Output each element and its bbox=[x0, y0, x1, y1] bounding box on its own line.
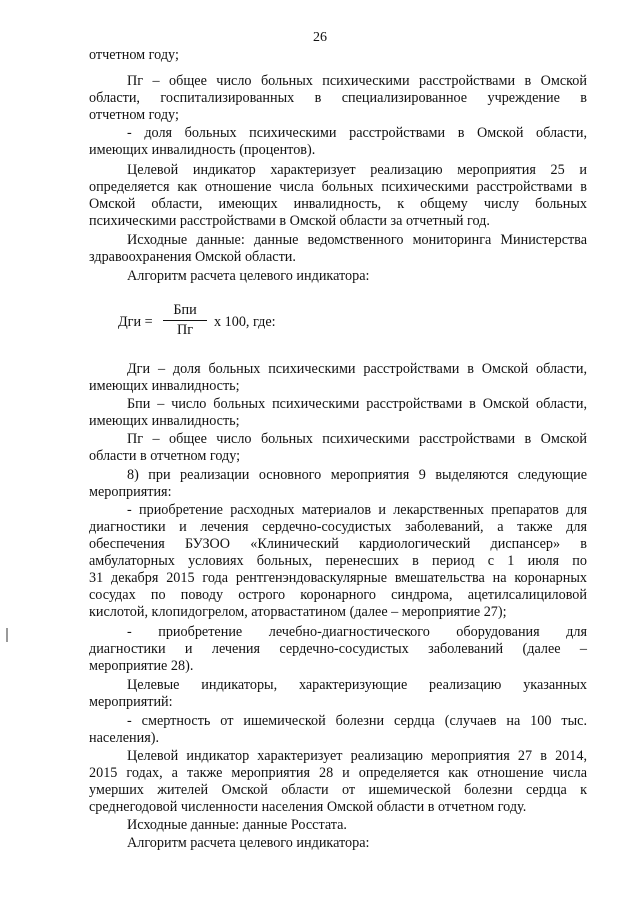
formula-numerator: Бпи bbox=[173, 302, 197, 318]
text-line: - смертность от ишемической болезни сердца (случаев на 100 тыс. bbox=[127, 713, 587, 729]
text-line: - приобретение лечебно-диагностического оборудования для bbox=[127, 624, 587, 640]
text-line: здравоохранения Омской области. bbox=[89, 249, 296, 265]
text-line: мероприятия: bbox=[89, 484, 172, 500]
formula-rhs: x 100, где: bbox=[214, 314, 276, 330]
text-line: мероприятий: bbox=[89, 694, 173, 710]
margin-mark bbox=[6, 628, 8, 642]
text-line: Целевой индикатор характеризует реализацию мероприятия 25 и bbox=[127, 162, 587, 178]
text-line: 31 декабря 2015 года рентгенэндоваскулярные вмешательства на коронарных bbox=[89, 570, 587, 586]
formula-fraction bbox=[163, 302, 207, 339]
page-number: 26 bbox=[313, 30, 327, 45]
text-line: среднегодовой численности населения Омской области в отчетном году. bbox=[89, 799, 527, 815]
fraction-bar bbox=[163, 320, 207, 321]
text-line: имеющих инвалидность; bbox=[89, 378, 240, 394]
formula-denominator: Пг bbox=[176, 322, 194, 338]
text-line: Исходные данные: данные ведомственного мониторинга Министерства bbox=[127, 232, 587, 248]
text-line: - приобретение расходных материалов и лекарственных препаратов для bbox=[127, 502, 587, 518]
text-line: Дги – доля больных психическими расстройствами в Омской области, bbox=[127, 361, 587, 377]
text-line: 8) при реализации основного мероприятия 9 выделяются следующие bbox=[127, 467, 587, 483]
text-line: имеющих инвалидность; bbox=[89, 413, 240, 429]
text-line: области, госпитализированных в специализированное учреждение в bbox=[89, 90, 587, 106]
text-line: умерших жителей Омской области от ишемической болезни сердца к bbox=[89, 782, 587, 798]
text-line: обеспечения БУЗОО «Клинический кардиологический диспансер» в bbox=[89, 536, 587, 552]
text-line: - доля больных психическими расстройствами в Омской области, bbox=[127, 125, 587, 141]
text-line: Омской области, имеющих инвалидность, к общему числу больных bbox=[89, 196, 587, 212]
text-line: 2015 годах, а также мероприятия 28 и определяется как отношение числа bbox=[89, 765, 587, 781]
text-line: Алгоритм расчета целевого индикатора: bbox=[127, 835, 370, 851]
text-line: диагностики и лечения сердечно-сосудистых заболеваний (далее – bbox=[89, 641, 587, 657]
text-line: Алгоритм расчета целевого индикатора: bbox=[127, 268, 370, 284]
text-line: имеющих инвалидность (процентов). bbox=[89, 142, 316, 158]
text-line: Исходные данные: данные Росстата. bbox=[127, 817, 347, 833]
text-line: амбулаторных условиях больных, перенесших в период с 1 июля по bbox=[89, 553, 587, 569]
text-line: сосудах по поводу острого коронарного синдрома, ацетилсалициловой bbox=[89, 587, 587, 603]
text-line: мероприятие 28). bbox=[89, 658, 194, 674]
text-line: определяется как отношение числа больных психическими расстройствами в bbox=[89, 179, 587, 195]
text-line: Пг – общее число больных психическими расстройствами в Омской bbox=[127, 73, 587, 89]
text-line: Целевые индикаторы, характеризующие реализацию указанных bbox=[127, 677, 587, 693]
text-line: Пг – общее число больных психическими расстройствами в Омской bbox=[127, 431, 587, 447]
text-line: отчетном году; bbox=[89, 47, 179, 63]
text-line: населения). bbox=[89, 730, 160, 746]
text-line: кислотой, клопидогрелом, аторвастатином (далее – мероприятие 27); bbox=[89, 604, 507, 620]
text-line: Целевой индикатор характеризует реализацию мероприятия 27 в 2014, bbox=[127, 748, 587, 764]
text-line: диагностики и лечения сердечно-сосудистых заболеваний, а также для bbox=[89, 519, 587, 535]
text-line: отчетном году; bbox=[89, 107, 179, 123]
text-line: области в отчетном году; bbox=[89, 448, 241, 464]
text-line: психическими расстройствами в Омской области за отчетный год. bbox=[89, 213, 490, 229]
formula-lhs: Дги = bbox=[118, 314, 153, 330]
text-line: Бпи – число больных психическими расстройствами в Омской области, bbox=[127, 396, 587, 412]
